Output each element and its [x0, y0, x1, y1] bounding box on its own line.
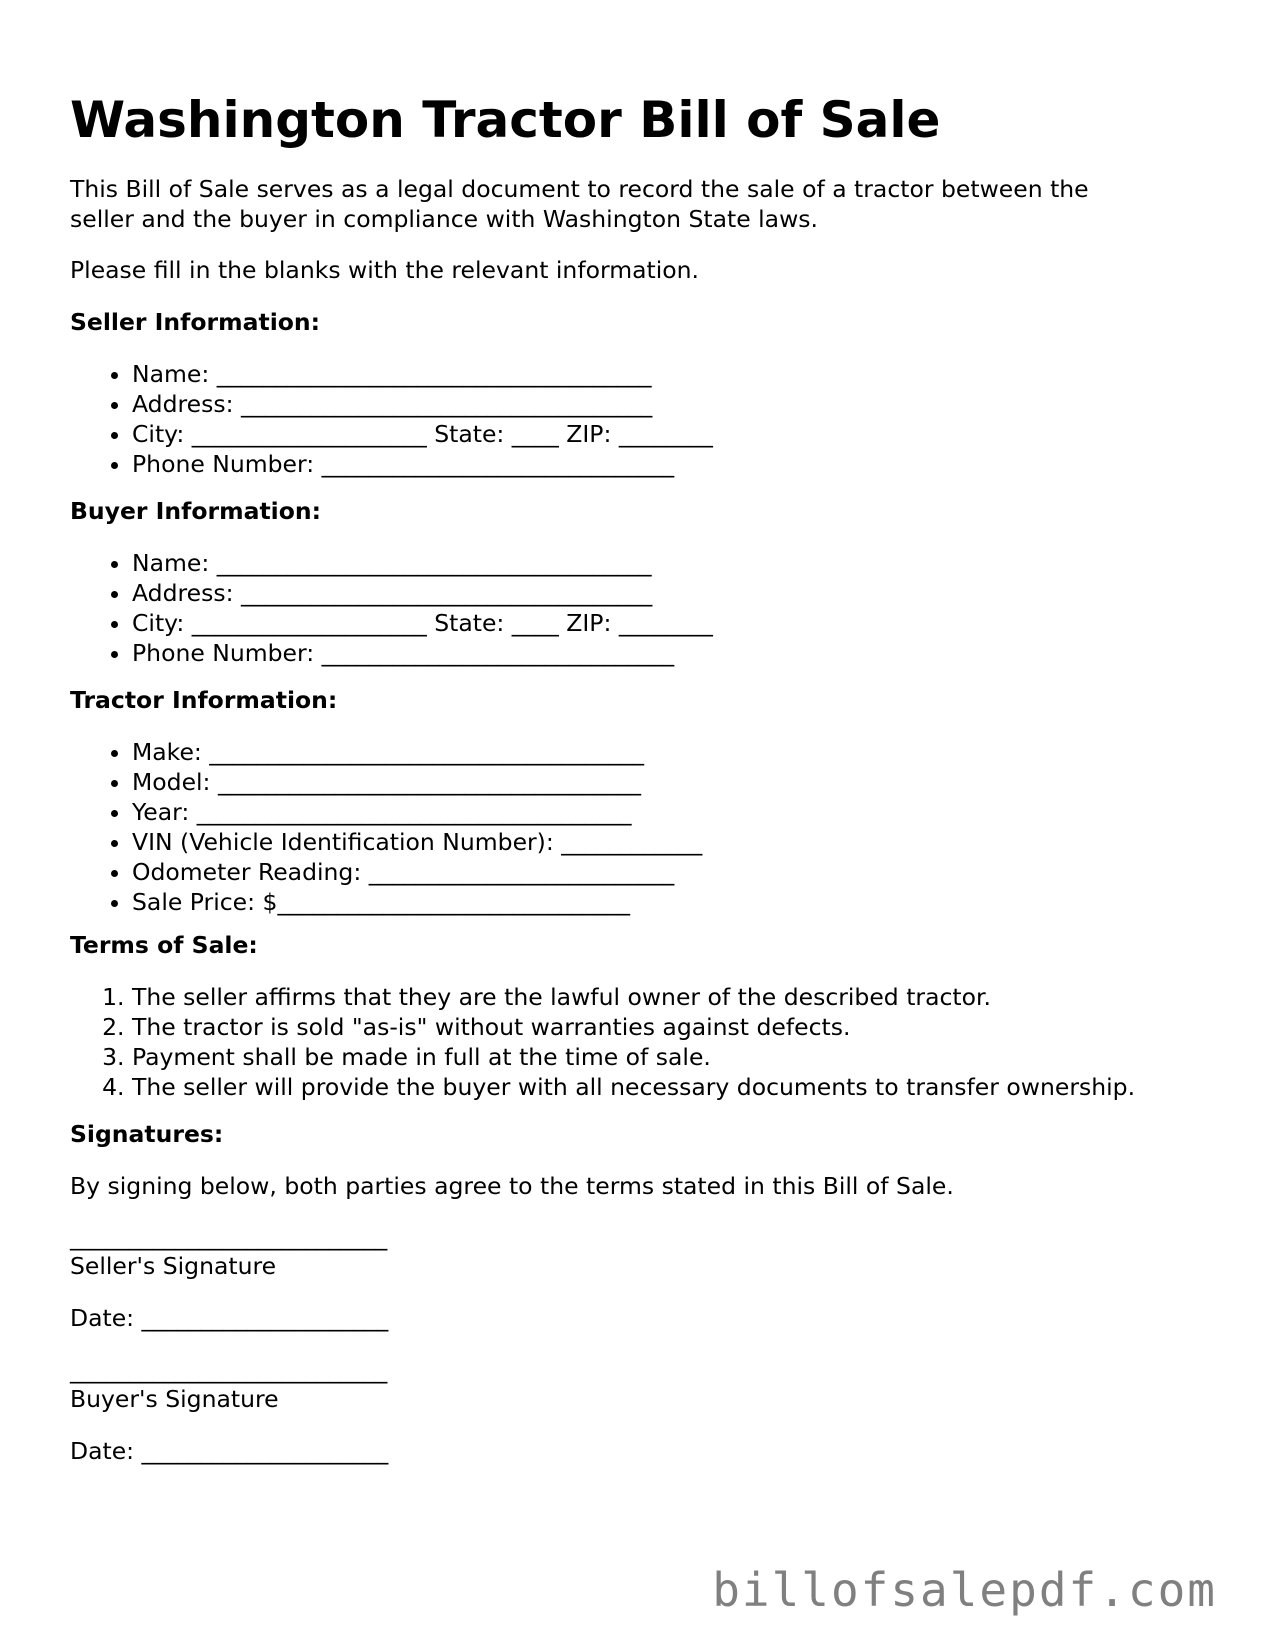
seller-name-field[interactable]: • Name: _____________________________________	[132, 359, 713, 389]
seller-heading: Seller Information:	[70, 308, 321, 336]
tractor-heading: Tractor Information:	[70, 686, 338, 714]
intro-line-1: This Bill of Sale serves as a legal document to record the sale of a tractor between the	[70, 175, 1089, 203]
seller-phone-field[interactable]: • Phone Number: ______________________________	[132, 449, 713, 479]
tractor-list	[70, 737, 702, 917]
buyer-list	[70, 548, 713, 668]
terms-item: 2. The tractor is sold "as-is" without warranties against defects.	[132, 1012, 1135, 1042]
terms-item: 3. Payment shall be made in full at the time of sale.	[132, 1042, 1135, 1072]
seller-signature-label: Seller's Signature	[70, 1252, 277, 1280]
intro-line-2: seller and the buyer in compliance with Washington State laws.	[70, 205, 819, 233]
buyer-date-field[interactable]: Date: _____________________	[70, 1437, 389, 1465]
tractor-vin-field[interactable]: • VIN (Vehicle Identification Number): ____________	[132, 827, 702, 857]
buyer-address-field[interactable]: • Address: ___________________________________	[132, 578, 713, 608]
signatures-heading: Signatures:	[70, 1120, 224, 1148]
document-title: Washington Tractor Bill of Sale	[70, 91, 941, 149]
intro-paragraph	[70, 174, 1089, 234]
terms-heading: Terms of Sale:	[70, 931, 258, 959]
tractor-model-field[interactable]: • Model: ____________________________________	[132, 767, 702, 797]
terms-item: 1. The seller affirms that they are the lawful owner of the described tractor.	[132, 982, 1135, 1012]
buyer-signature-label: Buyer's Signature	[70, 1385, 279, 1413]
terms-list	[70, 982, 1135, 1102]
terms-item: 4. The seller will provide the buyer with all necessary documents to transfer ownership.	[132, 1072, 1135, 1102]
seller-date-field[interactable]: Date: _____________________	[70, 1304, 389, 1332]
seller-signature-line[interactable]: ___________________________	[70, 1223, 388, 1251]
buyer-city-state-zip-field[interactable]: • City: ____________________ State: ____ ZIP: ________	[132, 608, 713, 638]
seller-city-state-zip-field[interactable]: • City: ____________________ State: ____ ZIP: ________	[132, 419, 713, 449]
instruction-text: Please fill in the blanks with the relevant information.	[70, 256, 699, 284]
tractor-sale-price-field[interactable]: • Sale Price: $______________________________	[132, 887, 702, 917]
tractor-year-field[interactable]: • Year: _____________________________________	[132, 797, 702, 827]
buyer-phone-field[interactable]: • Phone Number: ______________________________	[132, 638, 713, 668]
tractor-odometer-field[interactable]: • Odometer Reading: __________________________	[132, 857, 702, 887]
tractor-make-field[interactable]: • Make: _____________________________________	[132, 737, 702, 767]
buyer-name-field[interactable]: • Name: _____________________________________	[132, 548, 713, 578]
buyer-signature-line[interactable]: ___________________________	[70, 1356, 388, 1384]
buyer-heading: Buyer Information:	[70, 497, 322, 525]
seller-address-field[interactable]: • Address: ___________________________________	[132, 389, 713, 419]
seller-list	[70, 359, 713, 479]
signatures-statement: By signing below, both parties agree to the terms stated in this Bill of Sale.	[70, 1172, 954, 1200]
watermark-text: billofsalepdf.com	[712, 1563, 1217, 1617]
